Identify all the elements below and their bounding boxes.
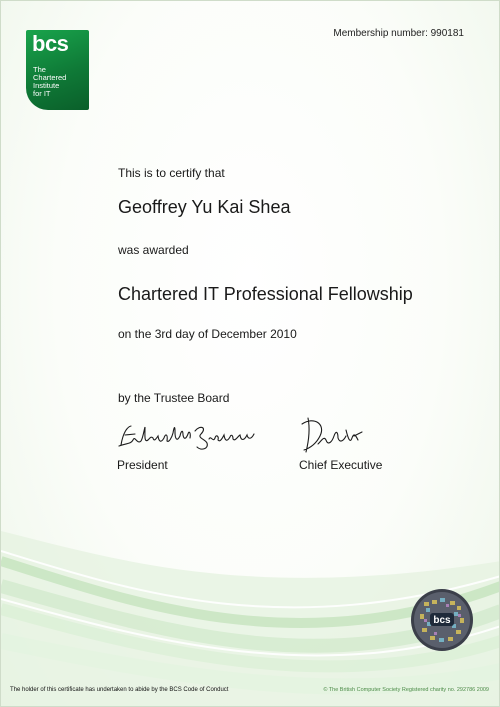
award-title: Chartered IT Professional Fellowship [118, 284, 413, 304]
bcs-logo [26, 30, 89, 110]
bcs-hologram-seal [410, 588, 474, 652]
logo-tagline-line: Chartered [33, 73, 67, 82]
awarded-text: was awarded [118, 243, 189, 257]
logo-tagline-line: Institute [33, 81, 60, 90]
seal-text: bcs [433, 615, 451, 626]
membership-number: Membership number: 990181 [333, 28, 464, 39]
president-role: President [117, 458, 168, 472]
code-of-conduct-note: The holder of this certificate has undertaken to abide by the BCS Code of Conduct [10, 687, 229, 693]
logo-tagline-line: The [33, 65, 46, 74]
chief-executive-signature [296, 414, 376, 458]
logo-wordmark: bcs [32, 31, 69, 56]
president-signature [117, 421, 257, 455]
certify-intro: This is to certify that [118, 166, 225, 180]
logo-tagline [33, 66, 66, 98]
recipient-name: Geoffrey Yu Kai Shea [118, 197, 291, 217]
copyright-note: © The British Computer Society Registered charity no. 292786 2009 [323, 687, 489, 693]
chief-executive-role: Chief Executive [299, 458, 383, 472]
award-date: on the 3rd day of December 2010 [118, 327, 297, 341]
trustee-board-line: by the Trustee Board [118, 391, 230, 405]
logo-tagline-line: for IT [33, 89, 51, 98]
